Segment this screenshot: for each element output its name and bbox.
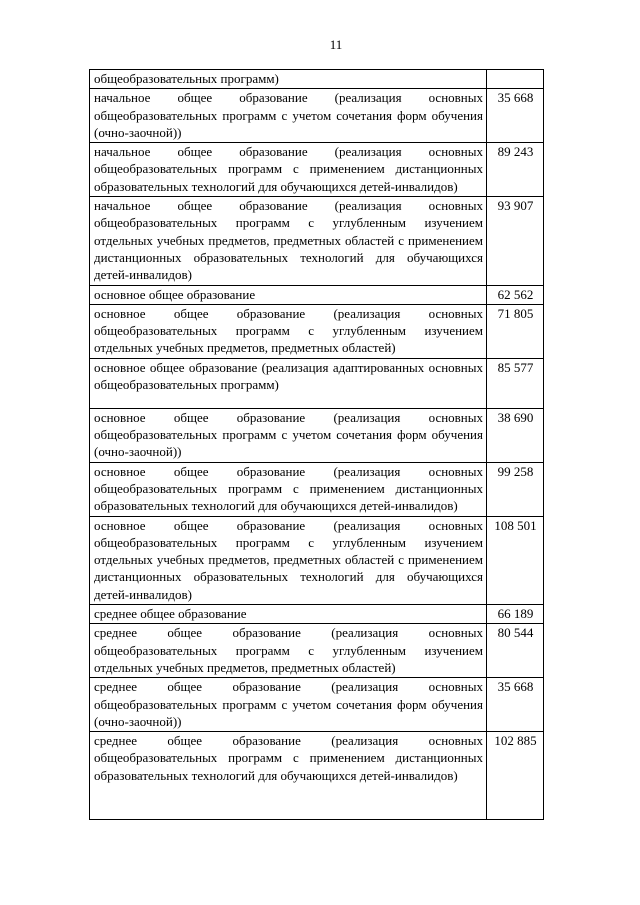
row-description: основное общее образование (реализация адаптированных основных общеобразовательных программ) (90, 358, 487, 408)
row-value: 71 805 (487, 304, 544, 358)
row-description: основное общее образование (реализация основных общеобразовательных программ с применением дистанционных образовательных технологий для обучающихся детей-инвалидов) (90, 462, 487, 516)
row-value: 102 885 (487, 732, 544, 820)
row-value: 38 690 (487, 408, 544, 462)
row-value: 99 258 (487, 462, 544, 516)
row-description: основное общее образование (90, 285, 487, 304)
table-row (90, 70, 544, 89)
table-row (90, 605, 544, 624)
row-value: 35 668 (487, 678, 544, 732)
row-value: 80 544 (487, 624, 544, 678)
table-row (90, 516, 544, 604)
row-value: 93 907 (487, 197, 544, 285)
row-description: начальное общее образование (реализация основных общеобразовательных программ с учетом сочетания форм обучения (очно-заочной)) (90, 89, 487, 143)
row-value: 89 243 (487, 143, 544, 197)
table-row (90, 89, 544, 143)
row-description: основное общее образование (реализация основных общеобразовательных программ с углубленным изучением отдельных учебных предметов, предметных областей) (90, 304, 487, 358)
table-row (90, 462, 544, 516)
row-value (487, 70, 544, 89)
row-value: 62 562 (487, 285, 544, 304)
table-row (90, 624, 544, 678)
normative-cost-table (89, 69, 544, 820)
table-row (90, 304, 544, 358)
row-description: общеобразовательных программ) (90, 70, 487, 89)
table-row (90, 143, 544, 197)
row-value: 85 577 (487, 358, 544, 408)
table-row (90, 285, 544, 304)
table-row (90, 678, 544, 732)
table-row (90, 408, 544, 462)
row-description: основное общее образование (реализация основных общеобразовательных программ с углубленным изучением отдельных учебных предметов, предметных областей с применением дистанционных образовательных технологий для обучающихся детей-инвалидов) (90, 516, 487, 604)
row-description: среднее общее образование (90, 605, 487, 624)
row-description: среднее общее образование (реализация основных общеобразовательных программ с учетом сочетания форм обучения (очно-заочной)) (90, 678, 487, 732)
row-description: среднее общее образование (реализация основных общеобразовательных программ с применением дистанционных образовательных технологий для обучающихся детей-инвалидов) (90, 732, 487, 820)
row-value: 35 668 (487, 89, 544, 143)
row-value: 108 501 (487, 516, 544, 604)
table-row (90, 358, 544, 408)
row-description: основное общее образование (реализация основных общеобразовательных программ с учетом сочетания форм обучения (очно-заочной)) (90, 408, 487, 462)
table-row (90, 732, 544, 820)
row-value: 66 189 (487, 605, 544, 624)
page-number: 11 (329, 37, 343, 52)
row-description: среднее общее образование (реализация основных общеобразовательных программ с углубленным изучением отдельных учебных предметов, предметных областей) (90, 624, 487, 678)
row-description: начальное общее образование (реализация основных общеобразовательных программ с применением дистанционных образовательных технологий для обучающихся детей-инвалидов) (90, 143, 487, 197)
table-row (90, 197, 544, 285)
row-description: начальное общее образование (реализация основных общеобразовательных программ с углубленным изучением отдельных учебных предметов, предметных областей с применением дистанционных образовательных технологий для обучающихся детей-инвалидов) (90, 197, 487, 285)
